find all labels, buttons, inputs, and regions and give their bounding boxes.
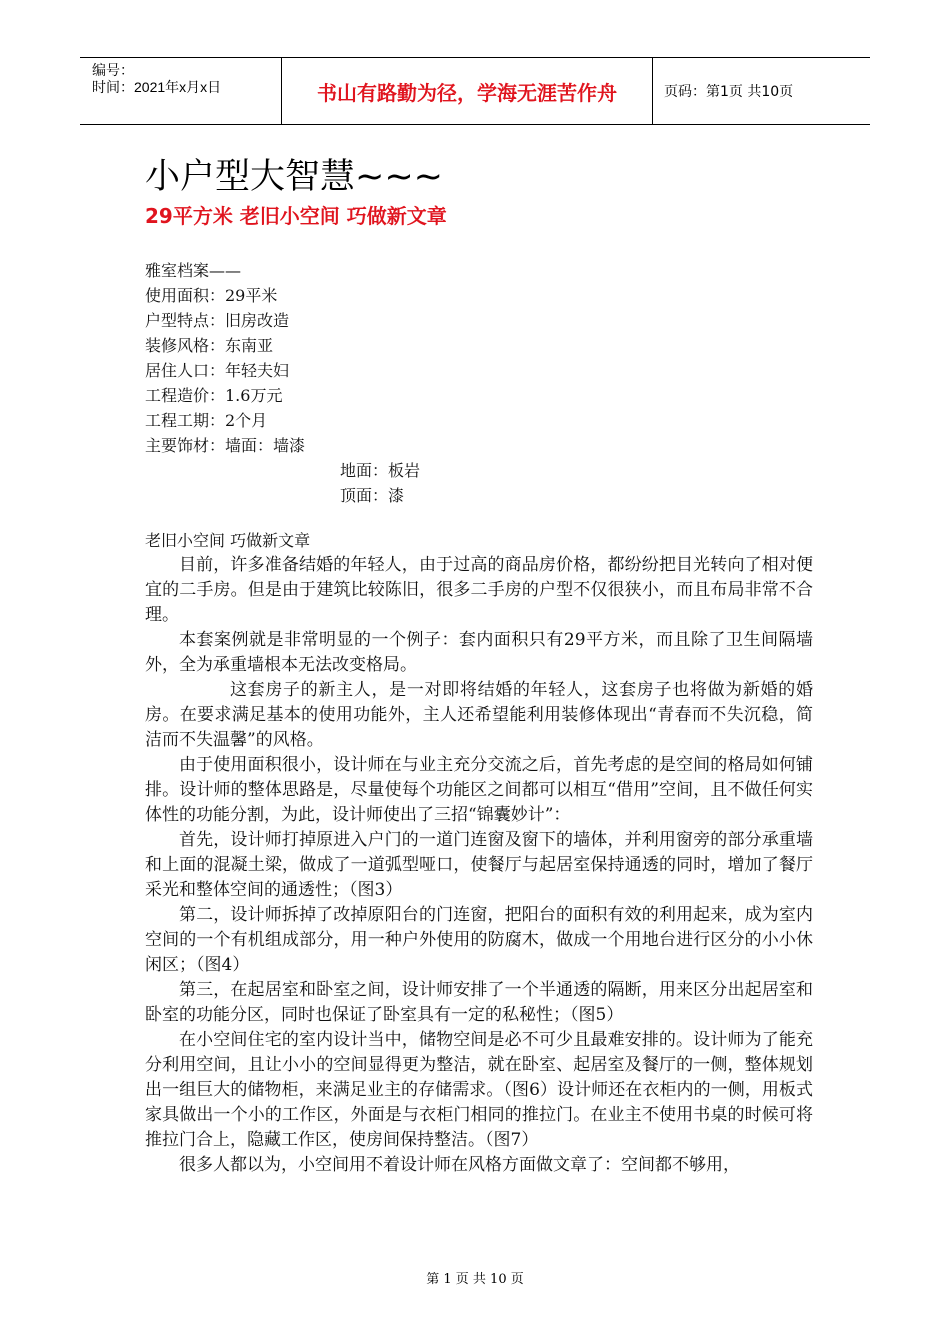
document-date: 时间：2021年x月x日 [92, 79, 222, 95]
profile-materials-wall: 主要饰材：墙面：墙漆 [145, 436, 306, 455]
room-profile [145, 258, 825, 508]
profile-cost: 工程造价：1.6万元 [145, 386, 283, 405]
paragraph: 由于使用面积很小，设计师在与业主充分交流之后，首先考虑的是空间的格局如何铺排。设计师的整体思路是，尽量使每个功能区之间都可以相互“借用”空间，且不做任何实体性的功能分割，为此，设计师使出了三招“锦囊妙计”： [145, 755, 813, 825]
profile-feature: 户型特点：旧房改造 [145, 311, 290, 330]
document-number-label: 编号： [92, 62, 134, 78]
page-subtitle: 29平方米 老旧小空间 巧做新文章 [145, 204, 447, 228]
profile-style: 装修风格：东南亚 [145, 336, 274, 355]
paragraph: 本套案例就是非常明显的一个例子：套内面积只有29平方米，而且除了卫生间隔墙外，全为承重墙根本无法改变格局。 [145, 630, 813, 675]
paragraph: 首先，设计师打掉原进入户门的一道门连窗及窗下的墙体，并利用窗旁的部分承重墙和上面的混凝土梁，做成了一道弧型哑口，使餐厅与起居室保持通透的同时，增加了餐厅采光和整体空间的通透性；（图3） [145, 830, 813, 900]
header-meta [80, 58, 281, 124]
profile-duration: 工程工期：2个月 [145, 411, 268, 430]
profile-area: 使用面积：29平米 [145, 286, 278, 305]
profile-residents: 居住人口：年轻夫妇 [145, 361, 290, 380]
paragraph: 这套房子的新主人，是一对即将结婚的年轻人，这套房子也将做为新婚的婚房。在要求满足基本的使用功能外，主人还希望能利用装修体现出“青春而不失沉稳，简洁而不失温馨”的风格。 [145, 680, 813, 750]
page-title: 小户型大智慧~~~ [145, 157, 443, 197]
profile-materials-floor: 地面：板岩 [340, 461, 421, 480]
page-footer: 第 1 页 共 10 页 [426, 1272, 524, 1287]
paragraph: 在小空间住宅的室内设计当中，储物空间是必不可少且最难安排的。设计师为了能充分利用空间，且让小小的空间显得更为整洁，就在卧室、起居室及餐厅的一侧，整体规划出一组巨大的储物柜，来满足业主的存储需求。（图6）设计师还在衣柜内的一侧，用板式家具做出一个小的工作区，外面是与衣柜门相同的推拉门。在业主不使用书桌的时候可将推拉门合上，隐藏工作区，使房间保持整洁。（图7） [145, 1030, 813, 1150]
profile-heading: 雅室档案—— [145, 261, 242, 280]
paragraph: 第二，设计师拆掉了改掉原阳台的门连窗，把阳台的面积有效的利用起来，成为室内空间的一个有机组成部分，用一种户外使用的防腐木，做成一个用地台进行区分的小小休闲区；（图4） [145, 905, 813, 975]
article-body [145, 553, 813, 1178]
profile-materials-ceiling: 顶面：漆 [340, 486, 405, 505]
paragraph: 很多人都以为，小空间用不着设计师在风格方面做文章了：空间都不够用， [179, 1155, 740, 1175]
paragraph: 第三，在起居室和卧室之间，设计师安排了一个半通透的隔断，用来区分出起居室和卧室的功能分区，同时也保证了卧室具有一定的私秘性；（图5） [145, 980, 813, 1025]
header-motto: 书山有路勤为径，学海无涯苦作舟 [281, 58, 653, 124]
header-page-info: 页码：第1页 共10页 [664, 84, 794, 100]
section-title: 老旧小空间 巧做新文章 [145, 531, 311, 550]
paragraph: 目前，许多准备结婚的年轻人，由于过高的商品房价格，都纷纷把目光转向了相对便宜的二手房。但是由于建筑比较陈旧，很多二手房的户型不仅很狭小，而且布局非常不合理。 [145, 555, 813, 625]
page-header [80, 57, 870, 125]
